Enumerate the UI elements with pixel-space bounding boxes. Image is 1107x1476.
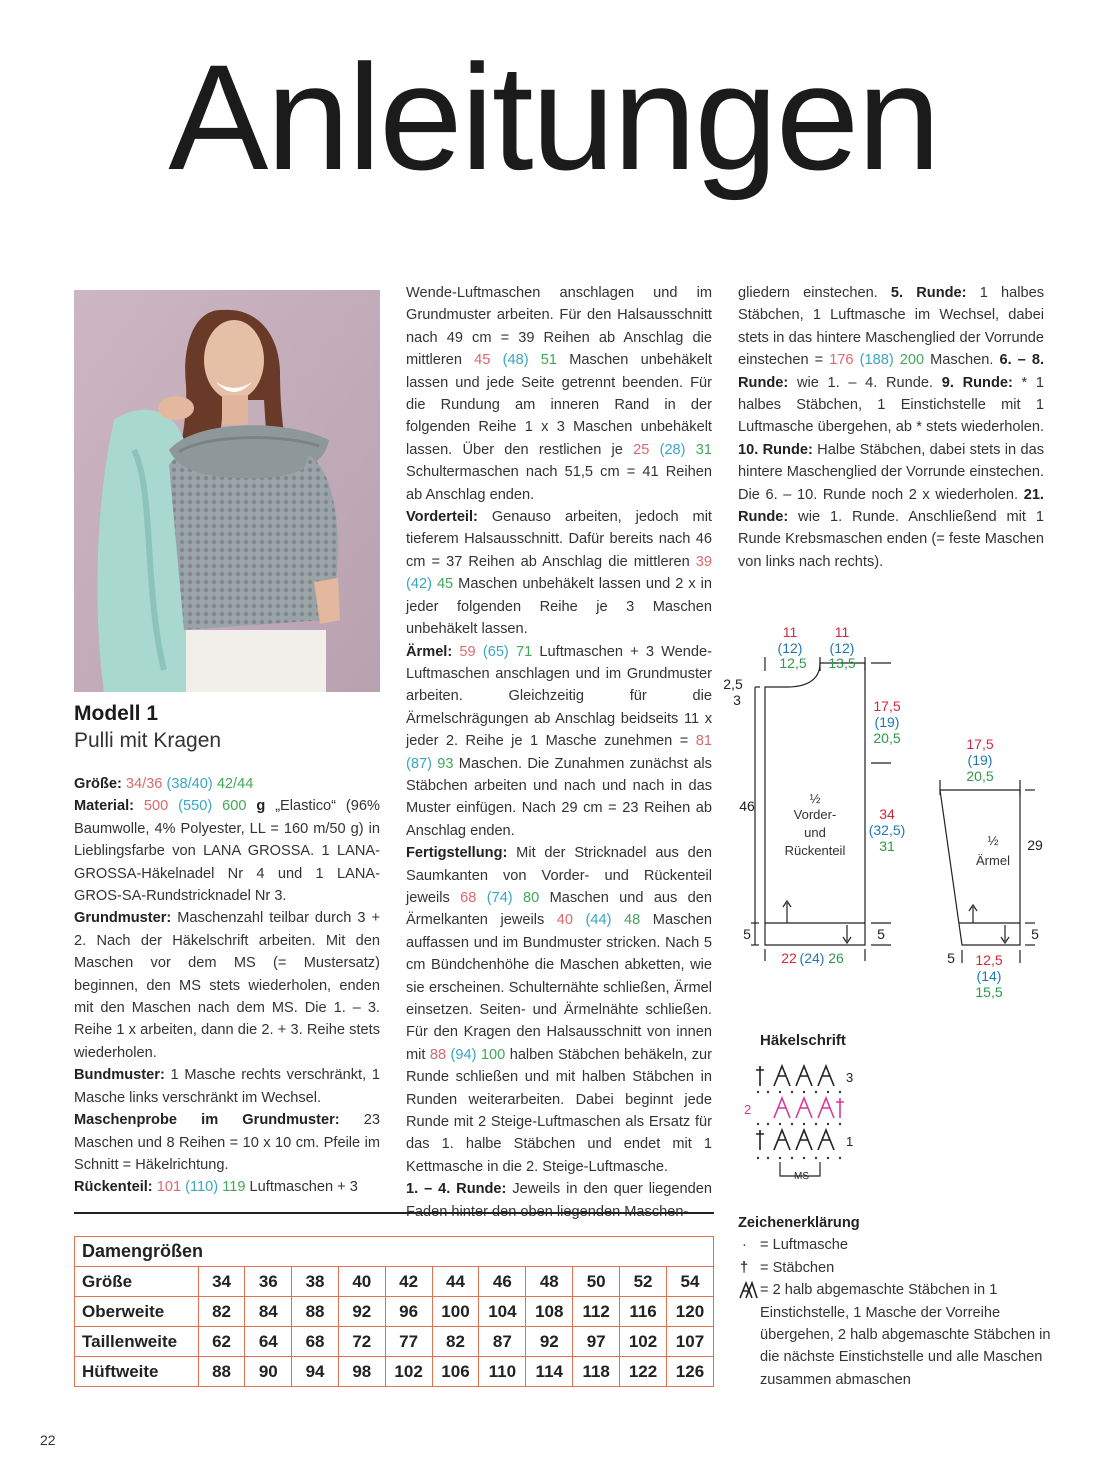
text-span: Maschen. [930, 352, 994, 369]
runde-5-label: 5. Runde: [890, 285, 967, 301]
dim-sleeve-top-c: 20,5 [966, 768, 994, 784]
legend-item-cluster [738, 1279, 1058, 1391]
dim-bottom-a: 22 [781, 950, 797, 966]
rueckenteil-paragraph [74, 1176, 380, 1198]
value-size-1: 176 [829, 352, 854, 369]
table-row [75, 1357, 714, 1387]
dim-2-5: 2,5 [723, 676, 743, 692]
sizes-table-rule [74, 1212, 714, 1214]
row-label: Größe [75, 1267, 199, 1297]
text-span: = Stäbchen [760, 1259, 835, 1276]
material-paragraph [74, 795, 380, 907]
dim-shoulder: 17,5 [873, 698, 901, 714]
row-label: Oberweite [75, 1297, 199, 1327]
fertigstellung-label: Fertigstellung: [406, 845, 508, 862]
cluster-icon [796, 1130, 812, 1150]
table-cell: 77 [385, 1327, 432, 1357]
text-span: Maschen unbehäkelt lassen und jede Seite getrennt beenden. Für die Rundung am inneren Rand in der folgenden Reihe 1 x 3 Maschen unbehäkelt lassen. Über den restlichen je [406, 352, 713, 458]
value-size-3: 48 [624, 912, 641, 929]
legend [738, 1212, 1058, 1391]
table-cell: 72 [338, 1327, 385, 1357]
crochet-chart-title: Häkelschrift [760, 1032, 846, 1049]
table-cell: 64 [245, 1327, 292, 1357]
table-row [75, 1297, 714, 1327]
crochet-row-2 [774, 1098, 844, 1118]
table-cell: 62 [198, 1327, 245, 1357]
crochet-row-1 [756, 1130, 834, 1150]
dim-29: 29 [1027, 837, 1043, 853]
sizes-table-title-row [75, 1237, 714, 1267]
cluster-icon [774, 1130, 790, 1150]
table-cell: 104 [479, 1297, 526, 1327]
dim-46: 46 [739, 798, 755, 814]
table-cell: 112 [573, 1297, 620, 1327]
dim-neck-1b: (12) [777, 640, 803, 656]
value-size-1: 25 [633, 441, 650, 458]
aermel-label: Ärmel: [406, 643, 453, 660]
text-span: halben Stäbchen behäkeln, zur Runde schließen und mit halben Stäbchen in Runden weiterarbeiten. Dabei beginnt jede Runde mit 2 Steige-Luftmaschen als Ersatz für das 1. halbe Stäbchen und endet mit 1 Kettmasche in die 2. Steige-Luftmasche. [406, 1046, 712, 1175]
text-span: Luftmaschen + 3 Wende-Luftmaschen anschlagen und im Grundmuster arbeiten. Gleichzeitig für die Ärmelschrägungen ab Anschlag beidseits 11 x jeder 2. Reihe je 1 Masche zunehmen = [406, 643, 712, 750]
text-span: = Luftmasche [760, 1237, 849, 1254]
table-cell: 54 [666, 1267, 713, 1297]
value-size-1: 81 [695, 733, 712, 750]
text-span: Maschen unbehäkelt lassen und 2 x in jeder folgenden Reihe je 3 Maschen unbehäkelt lassen. [406, 576, 712, 638]
dim-shoulder-c: 20,5 [873, 730, 901, 746]
dim-neck-2b: (12) [829, 640, 855, 656]
value-size-1: 40 [556, 912, 574, 929]
text-span: Wende-Luftmaschen anschlagen und im Grundmuster arbeiten. Für den Halsausschnitt nach 49 cm = 39 Reihen ab Anschlag die mittleren [406, 285, 712, 369]
table-cell: 40 [338, 1267, 385, 1297]
dim-bottom [781, 950, 844, 966]
dim-neck-2: 11 [834, 624, 850, 640]
legend-item-chain [738, 1234, 1058, 1256]
cluster-icon [796, 1098, 812, 1118]
value-size-3: 200 [899, 352, 925, 369]
treble-icon [836, 1098, 844, 1118]
model-photo [74, 290, 380, 692]
text-span: Maschen. Die Zunahmen zunächst als Stäbchen arbeiten und nach und nach in das Muster einfügen. Nach 29 cm = 23 Reihen ab Anschlag enden. [406, 755, 712, 839]
value-size-3: 51 [540, 352, 557, 369]
vorderteil-paragraph [406, 506, 712, 640]
dim-5-left: 5 [743, 926, 751, 942]
size-value-1: 34/36 [125, 776, 163, 792]
runde-21-label: 21. Runde: [738, 486, 1044, 526]
maschenprobe-paragraph [74, 1109, 380, 1176]
text-span: Genauso arbeiten, jedoch mit tieferem Halsausschnitt. Dafür bereits nach 46 cm = 37 Reihen ab Anschlag die mittleren [406, 509, 712, 570]
value-size-3: 71 [515, 643, 533, 660]
cluster-icon [796, 1066, 812, 1086]
dim-5-sleeve-left: 5 [947, 950, 955, 966]
grundmuster-text: Maschenzahl teilbar durch 3 + 2. Nach der Häkelschrift arbeiten. Mit den Maschen vor dem MS (= Mustersatz) beginnen, den MS stets wiederholen, enden mit den Maschen nach dem MS. Die 1. – 3. Reihe 1 x arbeiten, dann die 2. + 3. Reihe stets wiederholen. [74, 910, 380, 1061]
table-cell: 84 [245, 1297, 292, 1327]
table-cell: 82 [198, 1297, 245, 1327]
rueckenteil-label: Rückenteil: [74, 1179, 153, 1196]
text-span: Jeweils in den quer liegenden [512, 1181, 712, 1198]
row-label: Taillenweite [75, 1327, 199, 1357]
aermel-paragraph [406, 641, 712, 843]
cluster-icon [818, 1066, 834, 1086]
dim-sleeve-bottom-c: 15,5 [975, 984, 1003, 1000]
vorderteil-label: Vorderteil: [406, 509, 478, 526]
text-span: Maschen und aus den Ärmelkanten jeweils [406, 889, 713, 929]
body-label-1: Vorder- [793, 807, 837, 822]
value-size-3: 31 [695, 441, 712, 458]
pattern-schematic [715, 615, 1095, 1015]
table-cell: 34 [198, 1267, 245, 1297]
model-subtitle: Pulli mit Kragen [74, 729, 222, 752]
table-cell: 126 [666, 1357, 713, 1387]
table-cell: 102 [385, 1357, 432, 1387]
material-value-1: 500 [143, 798, 169, 815]
model-photo-icon [74, 290, 380, 692]
dim-neck-2c: 13,5 [828, 655, 856, 671]
legend-item-treble [738, 1257, 1058, 1279]
value-size-1: 88 [429, 1046, 447, 1063]
runde-9-label: 9. Runde: [941, 374, 1013, 391]
value-size-2: (42) [406, 576, 432, 593]
table-cell: 107 [666, 1327, 713, 1357]
dim-side-c: 31 [879, 838, 895, 854]
runde-1-4-label: 1. – 4. Runde: [406, 1181, 507, 1198]
table-cell: 98 [338, 1357, 385, 1387]
rueckenteil-value-3: 119 [222, 1179, 246, 1196]
body-label-2: und [804, 825, 826, 840]
value-size-3: 45 [436, 576, 454, 593]
rueckenteil-value-1: 101 [156, 1179, 182, 1196]
table-cell: 88 [198, 1357, 245, 1387]
model-title: Modell 1 [74, 702, 159, 725]
crochet-row-3 [756, 1066, 834, 1086]
table-cell: 92 [526, 1327, 573, 1357]
dim-side: 34 [879, 806, 895, 822]
row-label: Hüftweite [75, 1357, 199, 1387]
table-cell: 122 [620, 1357, 667, 1387]
value-size-2: (94) [450, 1046, 477, 1063]
grundmuster-label: Grundmuster: [74, 910, 172, 927]
text-span: Schultermaschen nach 51,5 cm = 41 Reihen ab Anschlag enden. [406, 464, 712, 503]
bundmuster-text: 1 Masche rechts verschränkt, 1 Masche links verschränkt im Wechsel. [74, 1067, 380, 1106]
instructions-column-1 [74, 773, 380, 1199]
table-cell: 42 [385, 1267, 432, 1297]
value-size-2: (188) [859, 352, 894, 369]
bundmuster-paragraph [74, 1064, 380, 1109]
table-cell: 118 [573, 1357, 620, 1387]
treble-icon [756, 1130, 764, 1150]
table-cell: 100 [432, 1297, 479, 1327]
table-cell: 82 [432, 1327, 479, 1357]
text-span: 1 halbes Stäbchen, 1 Luftmasche im Wechsel, dabei stets in das hintere Maschenglied der Vorrunde einstechen = [738, 285, 1044, 369]
ms-label: MS [794, 1171, 809, 1182]
table-cell: 90 [245, 1357, 292, 1387]
value-size-1: 68 [460, 889, 477, 906]
value-size-1: 39 [695, 553, 712, 570]
dot-icon: · [742, 1237, 747, 1254]
runde-1-4-paragraph [406, 1178, 712, 1223]
sleeve-label: Ärmel [976, 853, 1010, 868]
dim-5-sleeve-right: 5 [1031, 926, 1039, 942]
value-size-2: (44) [585, 912, 612, 929]
table-cell: 38 [292, 1267, 339, 1297]
dim-bottom-c: 26 [828, 950, 844, 966]
bundmuster-label: Bundmuster: [74, 1067, 165, 1084]
runde-6-8-label: 6. – 8. Runde: [738, 352, 1045, 391]
dim-neck-1: 11 [782, 624, 798, 640]
value-size-2: (48) [502, 352, 529, 369]
fertigstellung-paragraph [406, 842, 712, 1178]
cluster-icon [774, 1098, 790, 1118]
text-span: wie 1. – 4. Runde. [796, 374, 934, 391]
table-cell: 46 [479, 1267, 526, 1297]
runden-paragraph [738, 282, 1044, 573]
table-cell: 50 [573, 1267, 620, 1297]
page-title: Anleitungen [168, 33, 939, 201]
rueckenteil-text: Luftmaschen + 3 [249, 1179, 358, 1196]
table-cell: 48 [526, 1267, 573, 1297]
maschenprobe-text: 23 Maschen und 8 Reihen = 10 x 10 cm. Pfeile im Schnitt = Häkelrichtung. [74, 1112, 380, 1173]
crochet-chart [740, 1058, 870, 1182]
row-number-3: 3 [846, 1070, 854, 1085]
treble-icon [756, 1066, 764, 1086]
value-size-3: 93 [437, 755, 454, 772]
runde-10-label: 10. Runde: [738, 441, 813, 458]
size-paragraph [74, 773, 380, 795]
table-cell: 114 [526, 1357, 573, 1387]
dim-shoulder-b: (19) [874, 714, 900, 730]
row-number-1: 1 [846, 1134, 854, 1149]
size-value-2: (38/40) [166, 776, 213, 792]
dagger-icon: † [740, 1259, 749, 1276]
dim-side-b: (32,5) [868, 822, 906, 838]
text-span: = 2 halb abgemaschte Stäbchen in 1 Einstichstelle, 1 Masche der Vorreihe übergehen, 2 halb abgemaschte Stäbchen in die nächste Einstichstelle und alle Maschen zusammen abmaschen [760, 1282, 1051, 1388]
table-cell: 120 [666, 1297, 713, 1327]
legend-title: Zeichenerklärung [738, 1215, 860, 1231]
material-unit: g [256, 798, 266, 815]
table-cell: 97 [573, 1327, 620, 1357]
table-cell: 52 [620, 1267, 667, 1297]
value-size-2: (74) [486, 889, 513, 906]
material-text: „Elastico“ (96% Baumwolle, 4% Polyester, LL = 160 m/50 g) in Lieblingsfarbe von LANA GROSSA. 1 LANA-GROSSA-Häkelnadel Nr 4 und 1 LANA-GROS-SA-Rundstricknadel Nr 3. [74, 798, 380, 905]
table-cell: 102 [620, 1327, 667, 1357]
cluster-icon [738, 1280, 758, 1300]
grundmuster-paragraph [74, 907, 380, 1064]
material-label: Material: [74, 798, 135, 815]
text-span: Maschen auffassen und im Bundmuster stricken. Nach 5 cm Bündchenhöhe die Maschen abketten, wie sie erscheinen. Schulternähte schließen, Ärmel einsetzen. Seiten- und Ärmelnähte schließen. Für den Kragen den Halsausschnitt von innen mit [406, 912, 713, 1063]
value-size-1: 45 [474, 352, 491, 369]
row-number-2: 2 [744, 1102, 752, 1117]
page-number: 22 [40, 1432, 56, 1448]
text-span: Halbe Stäbchen, dabei stets in das hintere Maschenglied der Vorrunde einstechen. Die 6. – 10. Runde noch 2 x wiederholen. [738, 441, 1044, 503]
body-label-half: ½ [809, 791, 821, 806]
dim-sleeve-bottom-b: (14) [976, 968, 1002, 984]
table-cell: 108 [526, 1297, 573, 1327]
table-cell: 96 [385, 1297, 432, 1327]
value-size-3: 100 [480, 1046, 506, 1063]
instructions-column-3 [738, 282, 1044, 573]
text-span: gliedern einstechen. [738, 285, 878, 301]
table-cell: 88 [292, 1297, 339, 1327]
size-value-3: 42/44 [216, 776, 254, 792]
value-size-2: (87) [406, 755, 432, 772]
sizes-table [74, 1236, 714, 1387]
cluster-icon [818, 1098, 834, 1118]
rueckenteil-continued [406, 282, 712, 506]
table-cell: 44 [432, 1267, 479, 1297]
material-value-2: (550) [178, 798, 213, 815]
body-label-3: Rückenteil [784, 843, 846, 858]
value-size-2: (65) [482, 643, 509, 660]
instructions-column-2 [406, 282, 712, 1223]
cluster-icon [818, 1130, 834, 1150]
dim-5-right: 5 [877, 926, 885, 942]
chain-dots [757, 1091, 841, 1159]
dim-sleeve-top: 17,5 [966, 736, 994, 752]
table-cell: 36 [245, 1267, 292, 1297]
maschenprobe-label: Maschenprobe im Grundmuster: [74, 1112, 340, 1129]
dim-sleeve-bottom: 12,5 [975, 952, 1003, 968]
table-cell: 94 [292, 1357, 339, 1387]
dim-sleeve-top-b: (19) [967, 752, 993, 768]
sleeve-label-half: ½ [987, 833, 999, 848]
value-size-1: 59 [459, 643, 476, 660]
table-cell: 116 [620, 1297, 667, 1327]
table-cell: 87 [479, 1327, 526, 1357]
dim-bottom-b: (24) [799, 950, 825, 966]
table-row [75, 1267, 714, 1297]
text-span: * 1 halbes Stäbchen, 1 Einstichstelle mit 1 Luftmasche übergehen, ab * stets wiederholen. [738, 374, 1045, 436]
dim-3: 3 [733, 692, 741, 708]
text-span: Mit der Stricknadel aus den Saumkanten von Vorder- und Rückenteil jeweils [406, 845, 712, 906]
table-cell: 110 [479, 1357, 526, 1387]
table-cell: 106 [432, 1357, 479, 1387]
cluster-icon [774, 1066, 790, 1086]
value-size-2: (28) [659, 441, 686, 458]
table-cell: 92 [338, 1297, 385, 1327]
sizes-table-body [75, 1267, 714, 1387]
dim-neck-1c: 12,5 [779, 655, 807, 671]
table-row [75, 1327, 714, 1357]
sizes-table-title: Damengrößen [75, 1237, 714, 1267]
material-value-3: 600 [222, 798, 247, 815]
table-cell: 68 [292, 1327, 339, 1357]
text-span: wie 1. Runde. Anschließend mit 1 Runde Krebsmaschen enden (= feste Maschen von links nach rechts). [738, 509, 1044, 570]
value-size-3: 80 [523, 889, 540, 906]
rueckenteil-value-2: (110) [185, 1179, 219, 1196]
size-label: Größe: [74, 776, 122, 792]
